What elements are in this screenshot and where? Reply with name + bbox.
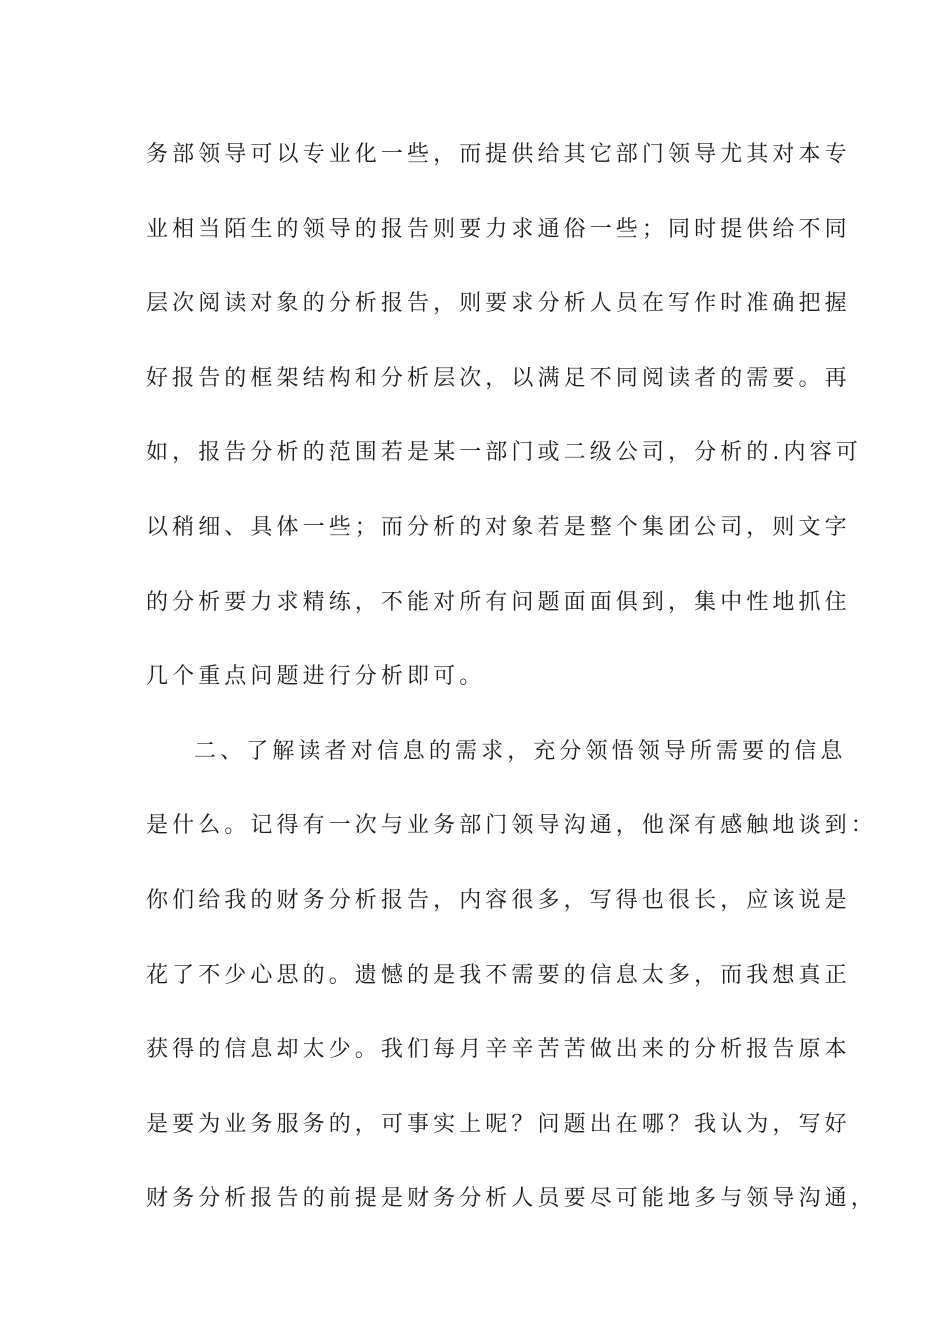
text-line: 以稍细、具体一些；而分析的对象若是整个集团公司，则文字: [146, 514, 851, 540]
body-text: [146, 131, 877, 1250]
text-line: 务部领导可以专业化一些，而提供给其它部门领导尤其对本专: [146, 142, 851, 167]
text-line: 财务分析报告的前提是财务分析人员要尽可能地多与领导沟通，: [146, 1186, 877, 1212]
text-line: 花了不少心思的。遗憾的是我不需要的信息太多，而我想真正: [146, 962, 851, 988]
text-line: 好报告的框架结构和分析层次，以满足不同阅读者的需要。再: [146, 365, 851, 391]
text-line: 层次阅读对象的分析报告，则要求分析人员在写作时准确把握: [146, 291, 851, 317]
section-heading-line: 二、了解读者对信息的需求，充分领悟领导所需要的信息: [194, 738, 847, 764]
text-line: 业相当陌生的领导的报告则要力求通俗一些；同时提供给不同: [146, 216, 851, 242]
text-line: 的分析要力求精练，不能对所有问题面面俱到，集中性地抓住: [146, 589, 851, 615]
text-line: 是要为业务服务的，可事实上呢？问题出在哪？我认为，写好: [146, 1111, 851, 1137]
text-line: 是什么。记得有一次与业务部门领导沟通，他深有感触地谈到：: [146, 813, 877, 839]
text-line: 获得的信息却太少。我们每月辛辛苦苦做出来的分析报告原本: [146, 1037, 851, 1063]
text-line: 如，报告分析的范围若是某一部门或二级公司，分析的.内容可: [146, 440, 862, 466]
text-line: 你们给我的财务分析报告，内容很多，写得也很长，应该说是: [146, 887, 851, 913]
text-line: 几个重点问题进行分析即可。: [146, 664, 486, 690]
